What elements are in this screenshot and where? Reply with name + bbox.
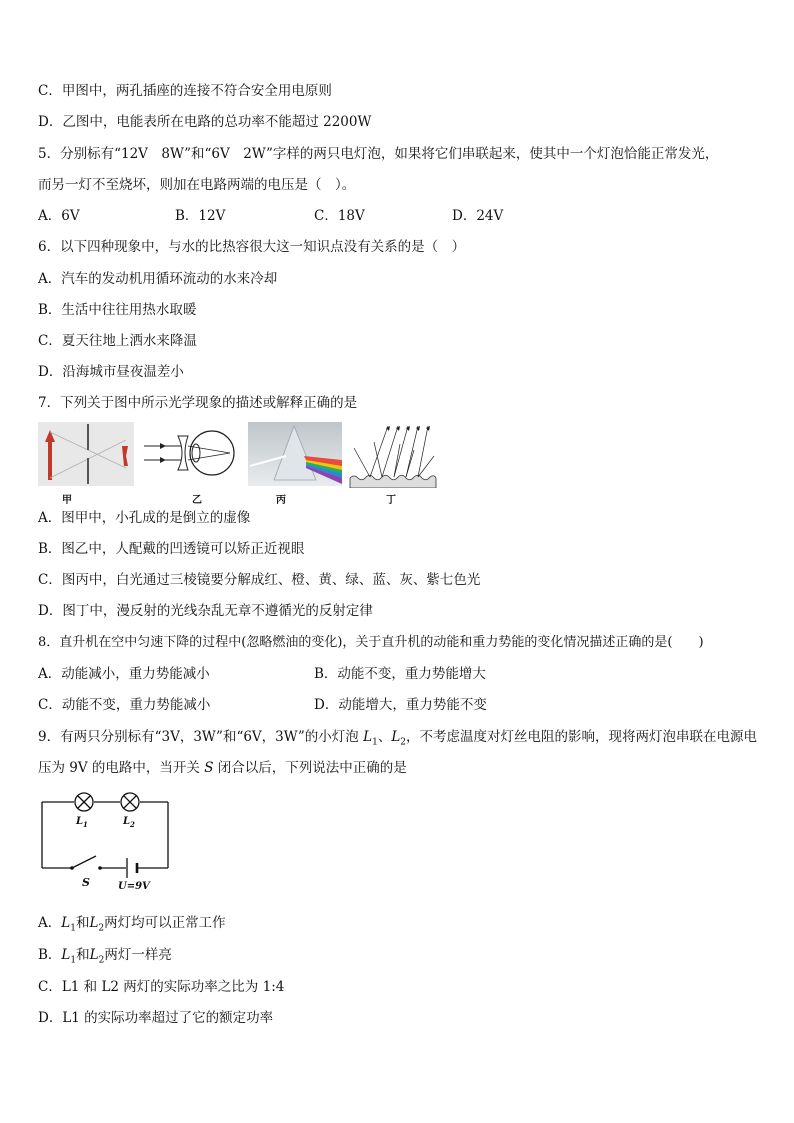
q9-option-c: C．L1 和 L2 两灯的实际功率之比为 1:4 bbox=[38, 979, 285, 995]
q5-text-1: 5．分别标有“12V 8W”和“6V 2W”字样的两只电灯泡，如果将它们串联起来，使其中一个灯泡恰能正常发光， bbox=[38, 146, 719, 162]
fig-label-jia: 甲 bbox=[62, 495, 72, 506]
diffuse-reflection-figure bbox=[348, 422, 438, 488]
q9-option-d: D．L1 的实际功率超过了它的额定功率 bbox=[38, 1010, 274, 1026]
pinhole-figure bbox=[38, 422, 134, 486]
q8-text: 8．直升机在空中匀速下降的过程中(忽略燃油的变化)，关于直升机的动能和重力势能的变化情况描述正确的是( ) bbox=[38, 635, 704, 650]
q8-option-c: C．动能不变，重力势能减小 bbox=[38, 697, 211, 713]
q6-option-a: A．汽车的发动机用循环流动的水来冷却 bbox=[38, 271, 278, 287]
circuit-label-l2: $L_2$ bbox=[123, 816, 135, 829]
q9-option-b: B．$L_1$和$L_2$两灯一样亮 bbox=[38, 947, 172, 966]
fig-label-ding: 丁 bbox=[386, 495, 396, 506]
circuit-label-voltage: U=9V bbox=[118, 881, 150, 892]
eye-lens-figure bbox=[142, 424, 242, 484]
q7-option-a: A．图甲中，小孔成的是倒立的虚像 bbox=[38, 510, 251, 526]
prism-figure bbox=[248, 422, 342, 486]
option-d-prev: D．乙图中，电能表所在电路的总功率不能超过 2200W bbox=[38, 114, 372, 130]
circuit-label-l1: $L_1$ bbox=[76, 816, 88, 829]
q5-option-a: A．6V bbox=[38, 208, 80, 224]
fig-label-yi: 乙 bbox=[192, 495, 202, 506]
q5-text-2: 而另一灯不至烧坏，则加在电路两端的电压是（ ）。 bbox=[38, 177, 356, 193]
circuit-label-switch: S bbox=[82, 876, 90, 889]
option-c-prev: C．甲图中，两孔插座的连接不符合安全用电原则 bbox=[38, 83, 332, 99]
q9-option-a: A．$L_1$和$L_2$两灯均可以正常工作 bbox=[38, 915, 226, 934]
circuit-diagram bbox=[38, 790, 174, 896]
q6-option-d: D．沿海城市昼夜温差小 bbox=[38, 364, 184, 380]
q9-text-2: 压为 9V 的电路中，当开关 S 闭合以后，下列说法中正确的是 bbox=[38, 760, 407, 776]
q5-option-c: C．18V bbox=[314, 208, 365, 224]
q6-option-b: B．生活中往往用热水取暖 bbox=[38, 302, 197, 318]
q9-text-1: 9．有两只分别标有“3V，3W”和“6V，3W”的小灯泡 $L_1$、$L_2$，不考虑温度对灯丝电阻的影响，现将两灯泡串联在电源电 bbox=[38, 729, 758, 748]
q8-option-d: D．动能增大，重力势能不变 bbox=[314, 697, 487, 713]
q5-option-b: B．12V bbox=[175, 208, 226, 224]
q7-option-c: C．图丙中，白光通过三棱镜要分解成红、橙、黄、绿、蓝、灰、紫七色光 bbox=[38, 572, 481, 588]
q7-option-b: B．图乙中，人配戴的凹透镜可以矫正近视眼 bbox=[38, 541, 305, 557]
q8-option-b: B．动能不变，重力势能增大 bbox=[314, 666, 486, 682]
q6-text: 6．以下四种现象中，与水的比热容很大这一知识点没有关系的是（ ） bbox=[38, 239, 466, 255]
q7-option-d: D．图丁中，漫反射的光线杂乱无章不遵循光的反射定律 bbox=[38, 603, 373, 619]
q7-text: 7．下列关于图中所示光学现象的描述或解释正确的是 bbox=[38, 395, 358, 411]
q6-option-c: C．夏天往地上洒水来降温 bbox=[38, 333, 197, 349]
fig-label-bing: 丙 bbox=[276, 495, 286, 506]
q8-option-a: A．动能减小，重力势能减小 bbox=[38, 666, 210, 682]
q5-option-d: D．24V bbox=[452, 208, 504, 224]
